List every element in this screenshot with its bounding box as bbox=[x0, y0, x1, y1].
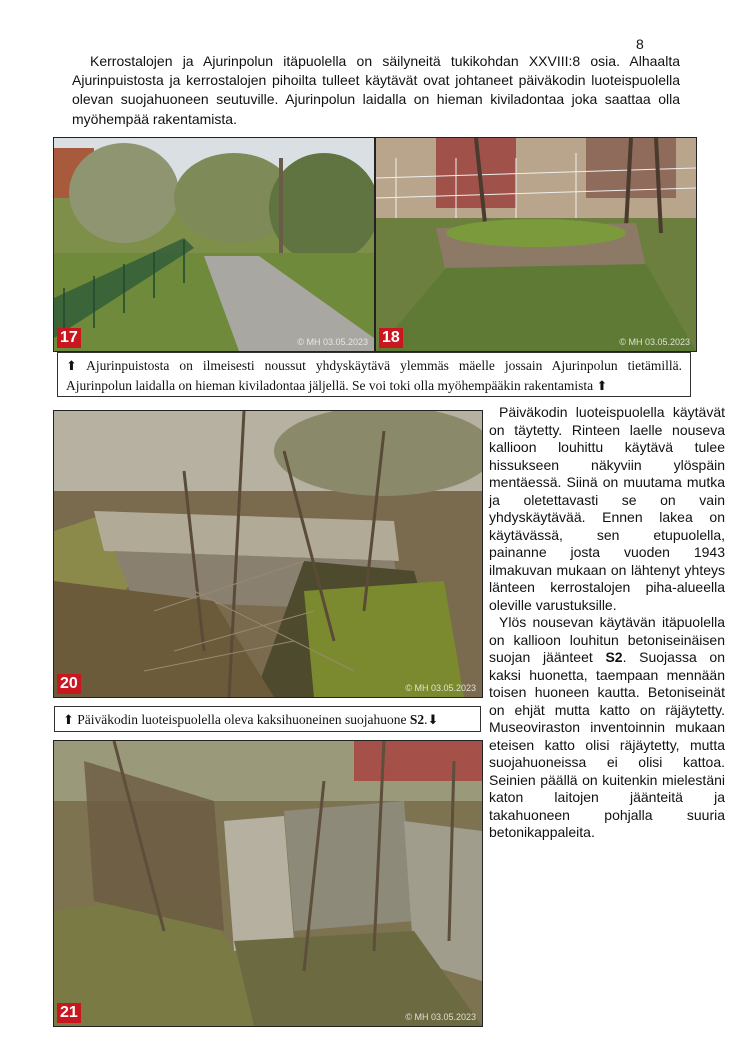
caption-20-period: . bbox=[424, 712, 428, 727]
caption-17-18-text: Ajurinpuistosta on ilmeisesti noussut yhdyskäytävä ylemmäs mäelle jossain Ajurinpolun tietämillä. Ajurinpolun laidalla on hieman kiviladontaa jäljellä. Se voi toki olla myöhempääkin rakentamista bbox=[66, 358, 682, 393]
arrow-up-icon: ⬆ bbox=[63, 713, 74, 728]
photo-18-number: 18 bbox=[379, 328, 403, 348]
intro-paragraph: Kerrostalojen ja Ajurinpolun itäpuolella on säilyneitä tukikohdan XXVIII:8 osia. Alhaalta Ajurinpuistosta ja kerrostalojen pihoilta tulleet käytävät ovat johtaneet päiväkodin luoteispuolella olevan suojahuoneen seutuville. Ajurinpolun laidalla on hieman kiviladontaa joka saattaa olla myöhempää rakentamista. bbox=[72, 53, 680, 127]
arrow-down-icon: ⬇ bbox=[427, 713, 439, 728]
photo-20-copyright: © MH 03.05.2023 bbox=[405, 683, 476, 693]
arrow-up-icon: ⬆ bbox=[596, 379, 608, 394]
photo-21-number: 21 bbox=[57, 1003, 81, 1023]
side-paragraph-2 bbox=[489, 614, 725, 842]
side-paragraph-1: Päiväkodin luoteispuolella käytävät on täytetty. Rinteen laelle nouseva kallioon louhittu käytävä tulee hissukseen näkyviin ylöspäin mentäessä. Siinä on muutama mutka ja oletettavasti se on vain yhdyskäytävää. Ennen lakea on käytävässä, sen etupuolella, painanne josta vuoden 1943 ilmakuvan mukaan on lähtenyt yhteys länteen kerrostalojen piha-alueella oleville varustuksille. bbox=[489, 404, 725, 613]
caption-photos-17-18 bbox=[57, 352, 691, 397]
caption-20-shelter-code: S2 bbox=[409, 712, 425, 727]
photo-21 bbox=[53, 740, 483, 1027]
photo-17-number: 17 bbox=[57, 328, 81, 348]
caption-photo-20 bbox=[54, 706, 481, 732]
photo-20 bbox=[53, 410, 483, 698]
side-shelter-code: S2 bbox=[605, 649, 623, 665]
photo-20-number: 20 bbox=[57, 674, 81, 694]
side-paragraph-2-rest: . Suojassa on kaksi huonetta, taempaan mennään toisen huoneen kautta. Betoniseinät on ehjät mutta katto on räjäytetty. Museoviraston inventoinnin mukaan eteisen katto olisi räjäytetty, mutta suojahuoneissa ei olisi kattoa. Seinien päällä on kuitenkin mielestäni katon laitojen jäänteitä ja takahuoneen pohjalla suuria betonikappaleita. bbox=[489, 649, 725, 840]
photo-18-copyright: © MH 03.05.2023 bbox=[619, 337, 690, 347]
side-paragraph-2-start: Ylös nousevan käytävän itäpuolella on kallioon louhitun betoniseinäisen suojan jäänteet bbox=[489, 614, 725, 665]
photo-17-image bbox=[54, 138, 374, 351]
photo-18 bbox=[375, 137, 697, 352]
photo-17 bbox=[53, 137, 375, 352]
photo-21-copyright: © MH 03.05.2023 bbox=[405, 1012, 476, 1022]
caption-20-text: Päiväkodin luoteispuolella oleva kaksihuoneinen suojahuone bbox=[77, 712, 407, 727]
arrow-up-icon: ⬆ bbox=[66, 359, 77, 374]
page-number: 8 bbox=[636, 36, 644, 52]
side-text-column bbox=[489, 404, 725, 842]
photo-17-copyright: © MH 03.05.2023 bbox=[297, 337, 368, 347]
photo-21-image bbox=[54, 741, 482, 1026]
photo-20-image bbox=[54, 411, 482, 697]
photo-18-image bbox=[376, 138, 696, 351]
